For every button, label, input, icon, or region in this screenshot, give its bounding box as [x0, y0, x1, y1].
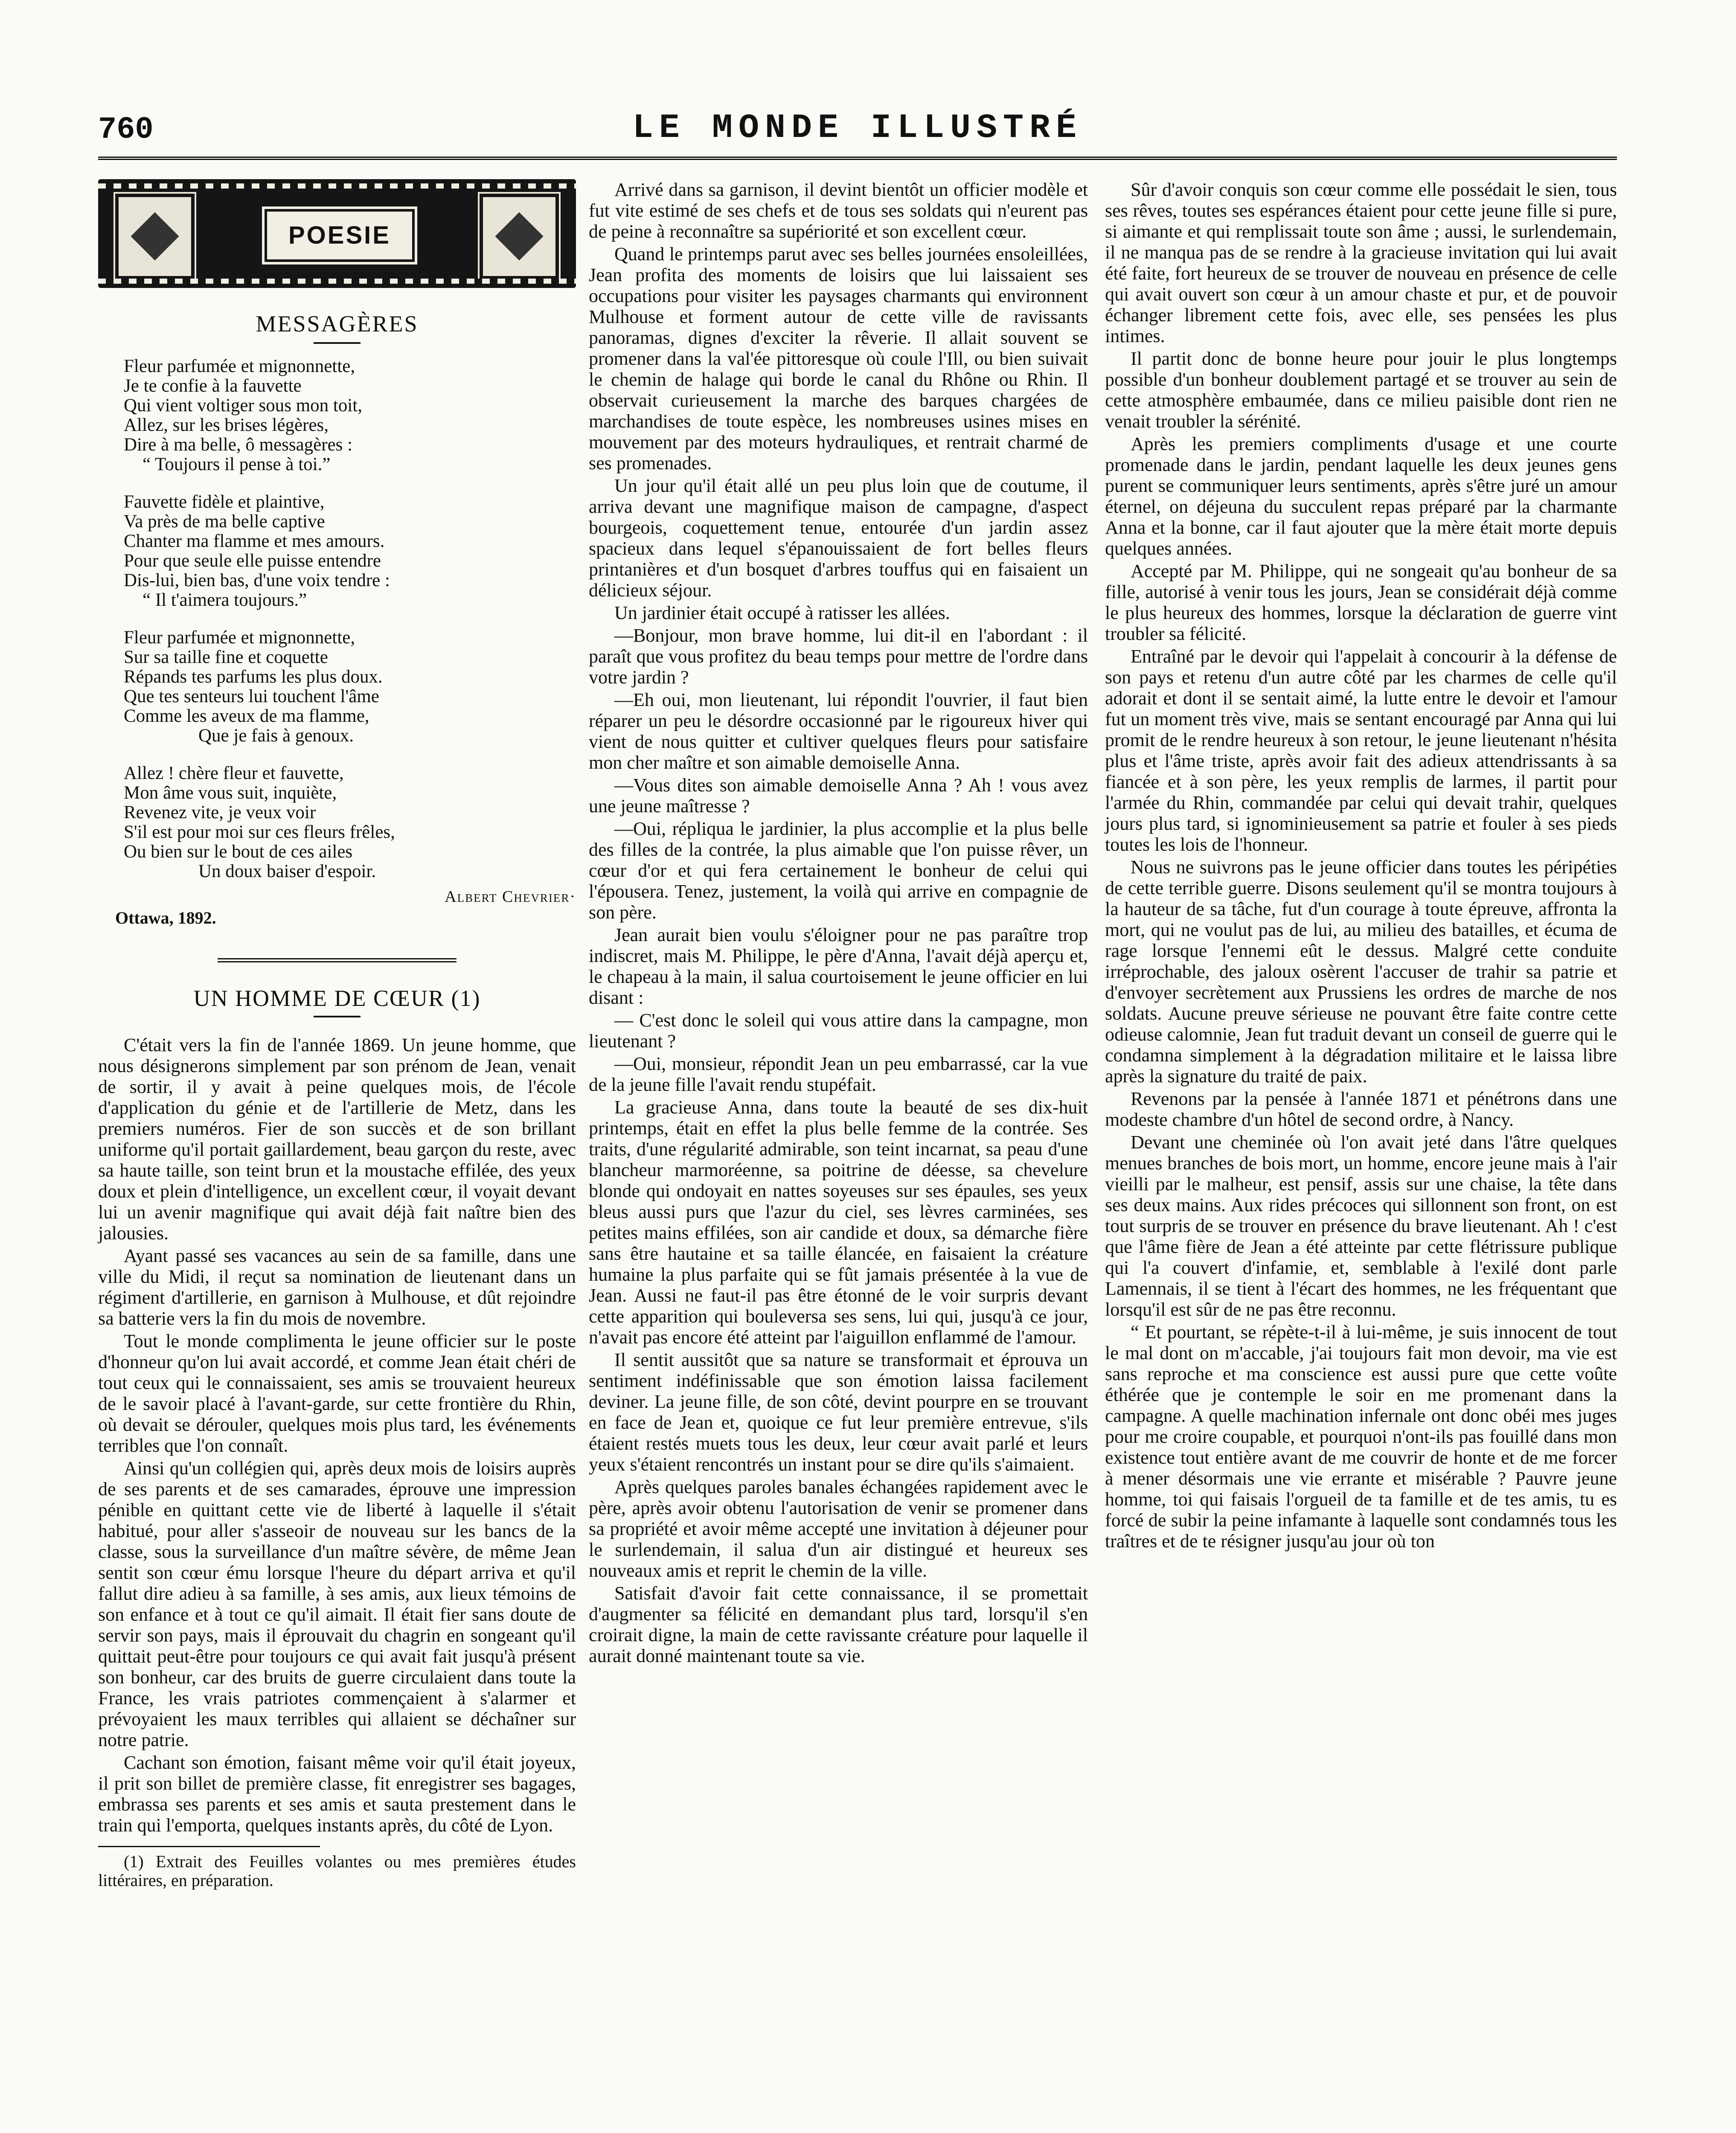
poem-line: S'il est pour moi sur ces fleurs frêles, [124, 822, 395, 842]
poem-line: Comme les aveux de ma flamme, [124, 706, 369, 726]
banner-label: POESIE [265, 209, 415, 262]
article-paragraph: “ Et pourtant, se répète-t-il à lui-même, je suis innocent de tout le mal dont on m'accable, j'ai toujours fait mon devoir, ma vie est sans reproche et ma conscience est aussi pure que cette voûte éthérée que je contemple le soir en me promenant dans la campagne. A quelle machination infernale ont donc obéi mes juges pour me croire coupable, et pourquoi n'ont-ils pas fouillé dans mon existence tout entière avant de me couvrir de honte et de me forcer à mener désormais une vie errante et misérable ? Pauvre jeune homme, toi qui faisais l'orgueil de ta famille et de tes amis, tu es forcé de subir la peine infamante à laquelle sont condamnés tous les traîtres et de te résigner jusqu'au jour où ton [1105, 1322, 1617, 1552]
page-header [98, 109, 1617, 160]
article-paragraph: —Eh oui, mon lieutenant, lui répondit l'ouvrier, il faut bien réparer un peu le désordre occasionné par le rigoureux hiver qui vient de nous quitter et cultiver quelques fleurs pour satisfaire mon cher maître et son aimable demoiselle Anna. [589, 689, 1088, 773]
journal-title: LE MONDE ILLUSTRÉ [632, 109, 1083, 148]
title-rule [314, 342, 361, 344]
article-title: UN HOMME DE CŒUR (1) [193, 985, 481, 1011]
poem-refrain: “ Il t'aimera toujours.” [142, 590, 307, 610]
poem-line: Allez ! chère fleur et fauvette, [124, 763, 344, 783]
poem-line: Fleur parfumée et mignonnette, [124, 628, 355, 648]
article-paragraph: Après les premiers compliments d'usage et une courte promenade dans le jardin, pendant laquelle les deux jeunes gens purent se communiquer leurs sentiments, après s'être juré un amour éternel, on déjeuna du succulent repas préparé par la charmante Anna et la bonne, car il faut ajouter que la mère était morte depuis quelques années. [1105, 433, 1617, 559]
poem-line: Va près de ma belle captive [124, 511, 325, 532]
title-rule [314, 1016, 361, 1017]
header-rule [98, 157, 1617, 160]
poem-line: Mon âme vous suit, inquiète, [124, 783, 337, 803]
poem-line: Sur sa taille fine et coquette [124, 647, 328, 667]
poem-line: Répands tes parfums les plus doux. [124, 667, 383, 687]
ornament-right-icon [480, 194, 559, 279]
column-2 [589, 179, 1088, 1668]
poem-line: Ou bien sur le bout de ces ailes [124, 842, 353, 862]
article-paragraph: Revenons par la pensée à l'année 1871 et pénétrons dans une modeste chambre d'un hôtel de second ordre, à Nancy. [1105, 1088, 1617, 1130]
poem-refrain: Un doux baiser d'espoir. [198, 861, 376, 881]
article-paragraph: Arrivé dans sa garnison, il devint bientôt un officier modèle et fut vite estimé de ses chefs et de tous ses soldats qui n'eurent pas de peine à reconnaître sa supériorité et son excellent cœur. [589, 179, 1088, 242]
poem-title: MESSAGÈRES [256, 311, 419, 337]
poem-line: Revenez vite, je veux voir [124, 802, 316, 822]
ornament-left-icon [115, 194, 195, 279]
banner-border-bottom [98, 279, 576, 284]
article-paragraph: Sûr d'avoir conquis son cœur comme elle possédait le sien, tous ses rêves, toutes ses espérances étaient pour cette jeune fille si pure, si aimante et qui remplissait toute son âme ; aussi, le surlendemain, il ne manqua pas de se rendre à la gracieuse invitation qui lui avait été faite, fort heureux de se trouver de nouveau en présence de celle qui avait ouvert son cœur à un amour chaste et pur, et de pouvoir échanger librement cette fois, avec elle, ses pensées les plus intimes. [1105, 179, 1617, 346]
column-1 [98, 179, 576, 1892]
poem-line: Chanter ma flamme et mes amours. [124, 531, 385, 551]
article-paragraph: Après quelques paroles banales échangées rapidement avec le père, après avoir obtenu l'autorisation de venir se promener dans sa propriété et avoir même accepté une invitation à déjeuner pour le surlendemain, il salua d'un air distingué et heureux ses nouveaux amis et reprit le chemin de la ville. [589, 1476, 1088, 1581]
article-paragraph: Cachant son émotion, faisant même voir qu'il était joyeux, il prit son billet de première classe, fit enregistrer ses bagages, embrassa ses parents et ses amis et sauta prestement dans le train qui l'emporta, quelques instants après, du côté de Lyon. [98, 1752, 576, 1836]
article-paragraph: Nous ne suivrons pas le jeune officier dans toutes les péripéties de cette terrible guerre. Disons seulement qu'il se montra toujours à la hauteur de sa tâche, fut d'un courage à toute épreuve, affronta la mort, qui ne voulut pas de lui, au milieu des batailles, et écuma de rage lorsque l'ennemi eût le dessus. Malgré cette conduite irréprochable, des jaloux osèrent l'accuser de trahir sa patrie et d'envoyer secrètement aux Prussiens les ordres de marche de nos soldats. Aucune preuve sérieuse ne pouvant être faite contre cette odieuse calomnie, Jean fut traduit devant un conseil de guerre qui le condamna simplement à la dégradation militaire et le laissa libre après la signature du traité de paix. [1105, 857, 1617, 1087]
column-3 [1105, 179, 1617, 1553]
poem-line: Dis-lui, bien bas, d'une voix tendre : [124, 570, 390, 590]
article-paragraph: Quand le printemps parut avec ses belles journées ensoleillées, Jean profita des moments de loisirs que lui laissaient ses occupations pour visiter les paysages charmants qui environnent Mulhouse et forment autour de cette ville de ravissants panoramas, dignes d'exciter la rêverie. Il allait souvent se promener dans la val'ée pittoresque où coule l'Ill, ou bien suivait le chemin de halage qui borde le canal du Rhône ou Rhin. Il observait curieusement la marche des barques chargées de marchandises de toute espèce, les nombreuses usines mises en mouvement par des moteurs hydrauliques, et rentrait charmé de ses promenades. [589, 244, 1088, 474]
poem-line: Que tes senteurs lui touchent l'âme [124, 686, 379, 706]
poesie-banner [98, 179, 576, 288]
article-paragraph: —Oui, monsieur, répondit Jean un peu embarrassé, car la vue de la jeune fille l'avait rendu stupéfait. [589, 1053, 1088, 1095]
footnote-rule [98, 1846, 320, 1847]
article-paragraph: — C'est donc le soleil qui vous attire dans la campagne, mon lieutenant ? [589, 1010, 1088, 1052]
article-paragraph: Jean aurait bien voulu s'éloigner pour ne pas paraître trop indiscret, mais M. Philippe, le père d'Anna, l'avait déjà aperçu et, le chapeau à la main, il salua courtoisement le jeune officier en lui disant : [589, 924, 1088, 1008]
poem-line: Fleur parfumée et mignonnette, [124, 356, 355, 376]
article-paragraph: —Vous dites son aimable demoiselle Anna ? Ah ! vous avez une jeune maîtresse ? [589, 775, 1088, 817]
article-paragraph: Ayant passé ses vacances au sein de sa famille, dans une ville du Midi, il reçut sa nomination de lieutenant dans un régiment d'artillerie, en garnison à Mulhouse, et dût rejoindre sa batterie vers la fin du mois de novembre. [98, 1245, 576, 1329]
poem-line: Fauvette fidèle et plaintive, [124, 492, 325, 512]
poem-stanza [124, 492, 576, 610]
poem-stanza [124, 357, 576, 474]
poem-line: Allez, sur les brises légères, [124, 415, 329, 435]
poem-line: Pour que seule elle puisse entendre [124, 551, 381, 571]
article-paragraph: C'était vers la fin de l'année 1869. Un jeune homme, que nous désignerons simplement par son prénom de Jean, venait de sortir, il y avait à peine quelques mois, de l'école d'application du génie et de l'artillerie de Metz, dans les premiers numéros. Fier de son succès et de son brillant uniforme qu'il portait gaillardement, beau garçon du reste, avec sa haute taille, son teint brun et la moustache effilée, des yeux doux et plein d'intelligence, un excellent cœur, il voyait devant lui un avenir magnifique qui avait déjà fait naître bien des jalousies. [98, 1035, 576, 1244]
article-paragraph: Un jour qu'il était allé un peu plus loin que de coutume, il arriva devant une magnifique maison de campagne, d'aspect bourgeois, coquettement tenue, entourée d'un jardin assez spacieux dans lequel s'épanouissaient de fort belles fleurs printanières et d'un bosquet d'arbres touffus qui en faisaient un délicieux séjour. [589, 475, 1088, 601]
poem-line: Je te confie à la fauvette [124, 376, 302, 396]
article-paragraph: —Bonjour, mon brave homme, lui dit-il en l'abordant : il paraît que vous profitez du beau temps pour mettre de l'ordre dans votre jardin ? [589, 625, 1088, 688]
article-paragraph: Ainsi qu'un collégien qui, après deux mois de loisirs auprès de ses parents et de ses camarades, éprouve une impression pénible en quittant cette vie de liberté à laquelle il s'était habitué, pour aller s'asseoir de nouveau sur les bancs de la classe, sous la surveillance d'un maître sévère, de même Jean sentit son cœur ému lorsque l'heure du départ arriva et qu'il fallut dire adieu à sa famille, à ses amis, aux lieux témoins de son enfance et à tout ce qu'il aimait. Il était fier sans doute de servir son pays, mais il éprouvait du chagrin en songeant qu'il quittait peut-être pour toujours ce qui avait fait jusqu'à présent son bonheur, car des bruits de guerre circulaient dans toute la France, les vrais patriotes commençaient à s'alarmer et prévoyaient les maux terribles qui allaient se déchaîner sur notre patrie. [98, 1458, 576, 1750]
banner-border-top [98, 183, 576, 189]
article-paragraph: Accepté par M. Philippe, qui ne songeait qu'au bonheur de sa fille, autorisé à venir tous les jours, Jean se considérait déjà comme le plus heureux des hommes, lorsque la déclaration de guerre vint troubler sa félicité. [1105, 561, 1617, 644]
article-paragraph: Satisfait d'avoir fait cette connaissance, il se promettait d'augmenter sa félicité en demandant plus tard, lorsqu'il s'en croirait digne, la main de cette ravissante créature pour laquelle il aurait donné maintenant toute sa vie. [589, 1583, 1088, 1666]
article-paragraph: Tout le monde complimenta le jeune officier sur le poste d'honneur qu'on lui avait accordé, et comme Jean était chéri de tout ceux qui le connaissaient, ses amis se trouvaient heureux de le savoir placé à l'avant-garde, sur cette frontière du Rhin, où devait se dérouler, quelques mois plus tard, les événements terribles que l'on connaît. [98, 1331, 576, 1456]
article-paragraph: La gracieuse Anna, dans toute la beauté de ses dix-huit printemps, était en effet la plus belle femme de la contrée. Ses traits, d'une régularité admirable, son teint incarnat, sa peau d'une blancheur marmoréenne, sa poitrine de déesse, sa chevelure blonde qui ondoyait en nattes soyeuses sur ses épaules, ses yeux bleus aussi purs que l'azur du ciel, ses lèvres carminées, ses petites mains effilées, son air candide et doux, sa démarche fière sans être hautaine et sa taille élancée, en faisaient la créature humaine la plus parfaite qui se fût jamais présentée à la vue de Jean. Aussi ne faut-il pas être étonné de le voir surpris devant cette apparition qui bouleversa ses sens, lui qui, jusqu'à ce jour, n'avait pas encore été atteint par l'aiguillon enflammé de l'amour. [589, 1097, 1088, 1348]
section-divider [218, 958, 457, 962]
poem-line: Dire à ma belle, ô messagères : [124, 435, 353, 455]
article-paragraph: Il sentit aussitôt que sa nature se transformait et éprouva un sentiment indéfinissable que son émotion laissa facilement deviner. La jeune fille, de son côté, devint pourpre en se trouvant en face de Jean et, quoique ce fut leur première entrevue, s'ils étaient restés muets tous les deux, leur cœur avait parlé et leurs yeux s'étaient rencontrés un instant pour se dire qu'ils s'aimaient. [589, 1349, 1088, 1475]
page-number: 760 [98, 112, 154, 147]
article-paragraph: —Oui, répliqua le jardinier, la plus accomplie et la plus belle des filles de la contrée, la plus aimable que l'on puisse rêver, un cœur d'or et qui fera certainement le bonheur de celui qui l'épousera. Tenez, justement, la voilà qui arrive en compagnie de son père. [589, 818, 1088, 923]
article-paragraph: Devant une cheminée où l'on avait jeté dans l'âtre quelques menues branches de bois mort, un homme, encore jeune mais à l'air vieilli par le malheur, est pensif, assis sur une chaise, la tête dans ses deux mains. Aux rides précoces qui sillonnent son front, on est tout surpris de se trouver en présence du brave lieutenant. Ah ! c'est que l'âme fière de Jean a été atteinte par cette flétrissure publique qui l'a couvert d'infamie, et, semblable à l'exilé dont parle Lamennais, il se tient à l'écart des hommes, ne les fréquentant que lorsqu'il est sûr de ne pas être reconnu. [1105, 1132, 1617, 1320]
poem-stanza [124, 628, 576, 746]
article-paragraph: Il partit donc de bonne heure pour jouir le plus longtemps possible d'un bonheur doublement partagé et se trouver au sein de cette atmosphère embaumée, dans ce milieu paisible dont rien ne venait troubler la sérénité. [1105, 348, 1617, 432]
footnote: (1) Extrait des Feuilles volantes ou mes premières études littéraires, en préparation. [98, 1852, 576, 1890]
poem-refrain: “ Toujours il pense à toi.” [142, 454, 331, 474]
poem-line: Qui vient voltiger sous mon toit, [124, 395, 362, 416]
poem-stanza [124, 764, 576, 881]
poem-dateline: Ottawa, 1892. [115, 908, 216, 927]
poem-author: Albert Chevrier· [445, 888, 576, 906]
poem-refrain: Que je fais à genoux. [198, 726, 354, 746]
article-paragraph: Un jardinier était occupé à ratisser les allées. [614, 602, 950, 623]
article-paragraph: Entraîné par le devoir qui l'appelait à concourir à la défense de son pays et retenu d'un autre côté par les charmes de celle qu'il adorait et dont il se sentait aimé, la lutte entre le devoir et l'amour fut un moment très vive, mais se sentant encouragé par Anna qui lui promit de le rendre heureux à son retour, le jeune lieutenant n'hésita plus et l'âme triste, après avoir fait des adieux attendrissants à sa fiancée et à son père, les yeux remplis de larmes, il partit pour l'armée du Rhin, commandée par celui qui devait trahir, quelques jours plus tard, si ignominieusement sa patrie et fouler à ses pieds toutes les lois de l'honneur. [1105, 646, 1617, 855]
